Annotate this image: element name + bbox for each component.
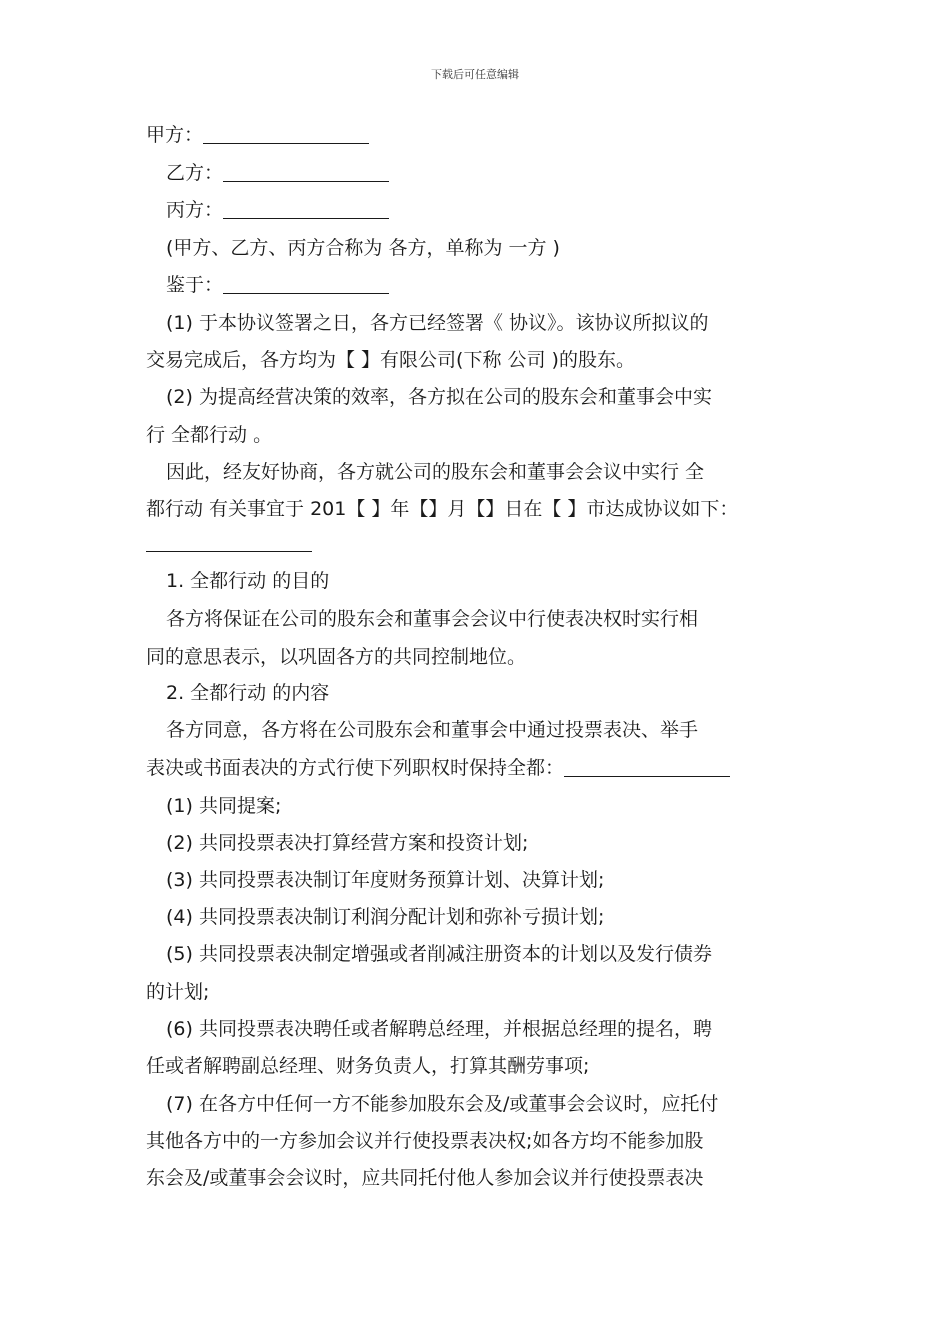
parties-note: (甲方、乙方、丙方合称为 各方，单称为 一方 ) [166, 237, 560, 259]
agreement-intro-line-2: 都行动 有关事宜于 201【 】年【】月【】日在【 】市达成协议如下： [146, 498, 739, 520]
recital-1-line-1: (1) 于本协议签署之日，各方已经签署《 协议》。该协议所拟议的 [166, 312, 709, 334]
whereas-label: 鉴于： [166, 274, 224, 296]
whereas-line [166, 273, 846, 297]
section-2-body-line-2 [146, 756, 826, 780]
recital-1-line-2: 交易完成后，各方均为【 】有限公司(下称 公司 )的股东。 [146, 349, 635, 371]
recital-2-line-2: 行 全都行动 。 [146, 424, 273, 446]
list-item-7-line-3: 东会及/或董事会会议时，应共同托付他人参加会议并行使投票表决 [146, 1167, 704, 1189]
agreement-intro-line-1: 因此，经友好协商，各方就公司的股东会和董事会会议中实行 全 [166, 461, 705, 483]
list-item-7-line-1: (7) 在各方中任何一方不能参加股东会及/或董事会会议时，应托付 [166, 1093, 719, 1115]
list-item-2: (2) 共同投票表决打算经营方案和投资计划; [166, 832, 529, 854]
list-item-6-line-2: 任或者解聘副总经理、财务负责人，打算其酬劳事项; [146, 1055, 590, 1077]
list-item-5-line-2: 的计划; [146, 981, 210, 1003]
party-b-line [166, 161, 846, 185]
party-c-line [166, 198, 846, 222]
party-c-label: 丙方： [166, 199, 224, 221]
section-2-body-text: 表决或书面表决的方式行使下列职权时保持全都： [146, 757, 565, 779]
section-2-body-line-1: 各方同意，各方将在公司股东会和董事会中通过投票表决、举手 [166, 719, 699, 741]
section-2-heading: 2. 全都行动 的内容 [166, 682, 330, 704]
party-a-label: 甲方： [146, 124, 204, 146]
party-a-blank [203, 123, 369, 144]
list-item-6-line-1: (6) 共同投票表决聘任或者解聘总经理，并根据总经理的提名，聘 [166, 1018, 712, 1040]
section-1-body-line-1: 各方将保证在公司的股东会和董事会会议中行使表决权时实行相 [166, 608, 699, 630]
party-b-label: 乙方： [166, 162, 224, 184]
party-a-line [146, 123, 826, 147]
list-item-4: (4) 共同投票表决制订利润分配计划和弥补亏损计划; [166, 906, 605, 928]
list-item-1: (1) 共同提案; [166, 795, 282, 817]
whereas-blank [223, 273, 389, 294]
section-2-blank [564, 756, 730, 777]
list-item-5-line-1: (5) 共同投票表决制定增强或者削减注册资本的计划以及发行债券 [166, 943, 712, 965]
recital-2-line-1: (2) 为提高经营决策的效率，各方拟在公司的股东会和董事会中实 [166, 386, 712, 408]
list-item-3: (3) 共同投票表决制订年度财务预算计划、决算计划; [166, 869, 605, 891]
section-1-heading: 1. 全都行动 的目的 [166, 570, 330, 592]
party-b-blank [223, 161, 389, 182]
signature-rule [146, 551, 312, 552]
section-1-body-line-2: 同的意思表示，以巩固各方的共同控制地位。 [146, 646, 527, 668]
party-c-blank [223, 198, 389, 219]
list-item-7-line-2: 其他各方中的一方参加会议并行使投票表决权;如各方均不能参加股 [146, 1130, 704, 1152]
page-header: 下载后可任意编辑 [431, 68, 519, 81]
